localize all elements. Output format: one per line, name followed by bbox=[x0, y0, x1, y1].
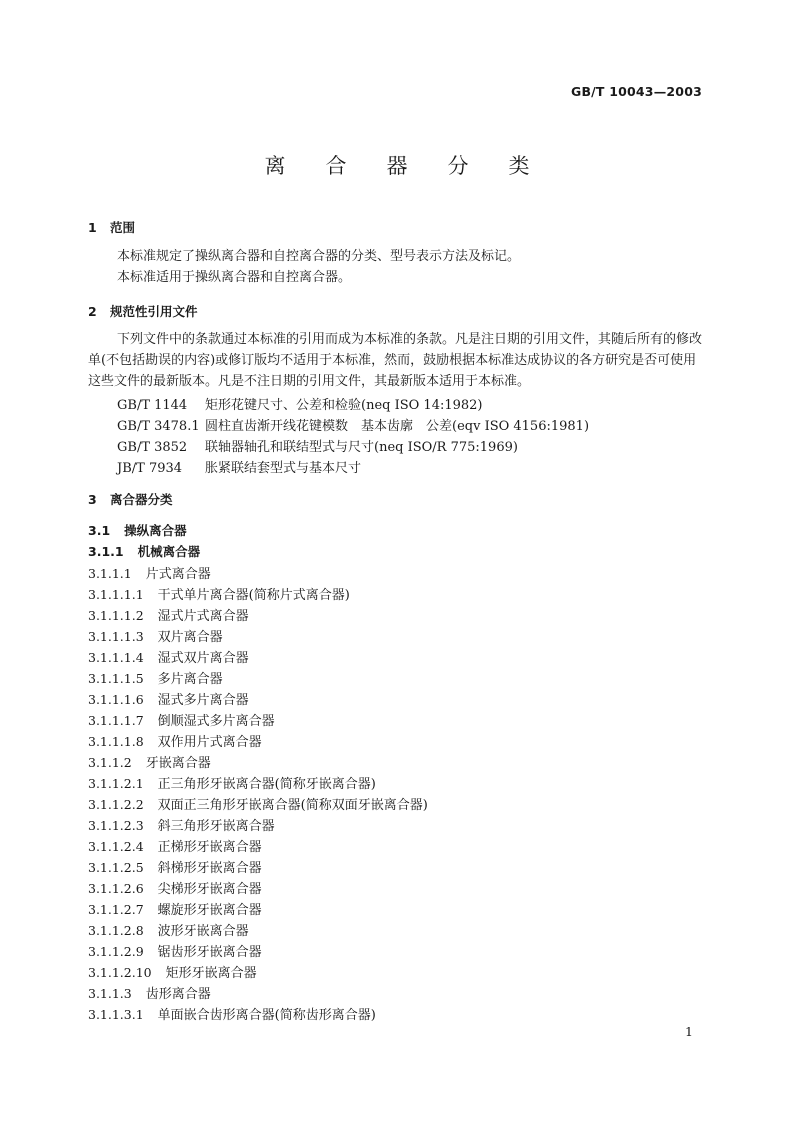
clause-item bbox=[88, 647, 249, 666]
section-title: 离合器分类 bbox=[110, 492, 173, 507]
normative-references-paragraph: 下列文件中的条款通过本标准的引用而成为本标准的条款。凡是注日期的引用文件，其随后所有的修改单(不包括勘误的内容)或修订版均不适用于本标准，然而，鼓励根据本标准达成协议的各方研究是否可使用这些文件的最新版本。凡是不注日期的引用文件，其最新版本适用于本标准。 bbox=[88, 332, 703, 389]
clause-item bbox=[88, 605, 249, 624]
clause-number: 3.1.1.1.2 bbox=[88, 608, 144, 623]
clause-number: 3.1.1.1.4 bbox=[88, 650, 144, 665]
clause-number: 3.1.1.2 bbox=[88, 755, 132, 770]
clause-item bbox=[88, 584, 350, 603]
document-title: 离合器分类 bbox=[264, 154, 570, 178]
clause-text: 牙嵌离合器 bbox=[145, 756, 211, 771]
clause-text: 双面正三角形牙嵌离合器(简称双面牙嵌离合器) bbox=[157, 798, 428, 813]
clause-item bbox=[88, 689, 249, 708]
clause-item bbox=[88, 563, 211, 582]
reference-title: 矩形花键尺寸、公差和检验(neq ISO 14:1982) bbox=[205, 398, 483, 413]
clause-text: 湿式多片离合器 bbox=[157, 693, 249, 708]
clause-text: 片式离合器 bbox=[145, 567, 211, 582]
section-number: 2 bbox=[88, 304, 97, 319]
clause-number: 3.1.1.2.6 bbox=[88, 881, 144, 896]
clause-text: 波形牙嵌离合器 bbox=[157, 924, 249, 939]
clause-number: 3.1.1.3.1 bbox=[88, 1007, 144, 1022]
clause-item bbox=[88, 773, 376, 792]
clause-number: 3.1.1.2.2 bbox=[88, 797, 144, 812]
clause-item bbox=[88, 752, 211, 771]
reference-item bbox=[117, 415, 589, 434]
clause-number: 3.1.1.2.7 bbox=[88, 902, 144, 917]
clause-text: 正三角形牙嵌离合器(简称牙嵌离合器) bbox=[157, 777, 376, 792]
clause-number: 3.1.1.2.3 bbox=[88, 818, 144, 833]
clause-text: 多片离合器 bbox=[157, 672, 223, 687]
clause-text: 锯齿形牙嵌离合器 bbox=[157, 945, 262, 960]
reference-title: 圆柱直齿渐开线花键模数 基本齿廓 公差(eqv ISO 4156:1981) bbox=[205, 419, 590, 434]
scope-paragraph-1: 本标准规定了操纵离合器和自控离合器的分类、型号表示方法及标记。 bbox=[117, 249, 521, 264]
clause-number: 3.1.1.1.7 bbox=[88, 713, 144, 728]
clause-item bbox=[88, 962, 257, 981]
section-number: 1 bbox=[88, 220, 97, 235]
clause-number: 3.1.1.1.3 bbox=[88, 629, 144, 644]
clause-text: 斜三角形牙嵌离合器 bbox=[157, 819, 275, 834]
clause-item bbox=[88, 941, 262, 960]
clause-number: 3.1.1.2.9 bbox=[88, 944, 144, 959]
reference-code: JB/T 7934 bbox=[117, 461, 183, 476]
clause-text: 倒顺湿式多片离合器 bbox=[157, 714, 275, 729]
clause-number: 3.1.1.3 bbox=[88, 986, 132, 1001]
section-3-heading bbox=[88, 490, 173, 508]
section-title: 范围 bbox=[110, 220, 136, 235]
clause-item bbox=[88, 878, 262, 897]
clause-text: 双作用片式离合器 bbox=[157, 735, 262, 750]
clause-text: 正梯形牙嵌离合器 bbox=[157, 840, 262, 855]
clause-item bbox=[88, 920, 249, 939]
page-number: 1 bbox=[685, 1024, 693, 1039]
clause-item bbox=[88, 542, 200, 560]
clause-item bbox=[88, 857, 262, 876]
clause-item bbox=[88, 710, 275, 729]
clause-number: 3.1.1.1.1 bbox=[88, 587, 144, 602]
reference-item bbox=[117, 394, 483, 413]
clause-item bbox=[88, 668, 223, 687]
clause-number: 3.1.1.2.10 bbox=[88, 965, 152, 980]
clause-item bbox=[88, 836, 262, 855]
clause-number: 3.1.1.2.5 bbox=[88, 860, 144, 875]
clause-item bbox=[88, 731, 262, 750]
clause-text: 斜梯形牙嵌离合器 bbox=[157, 861, 262, 876]
section-2-heading bbox=[88, 302, 198, 320]
standard-code: GB/T 10043—2003 bbox=[570, 84, 702, 99]
reference-code: GB/T 3852 bbox=[117, 440, 188, 455]
reference-title: 胀紧联结套型式与基本尺寸 bbox=[205, 461, 362, 476]
clause-text: 机械离合器 bbox=[137, 544, 201, 559]
clause-text: 双片离合器 bbox=[157, 630, 223, 645]
clause-text: 矩形牙嵌离合器 bbox=[165, 966, 257, 981]
clause-text: 尖梯形牙嵌离合器 bbox=[157, 882, 262, 897]
clause-text: 操纵离合器 bbox=[124, 523, 187, 538]
clause-number: 3.1 bbox=[88, 523, 111, 538]
section-1-heading bbox=[88, 218, 135, 236]
clause-item bbox=[88, 626, 223, 645]
scope-paragraph-2: 本标准适用于操纵离合器和自控离合器。 bbox=[117, 270, 352, 285]
reference-item bbox=[117, 436, 518, 455]
clause-number: 3.1.1.1.6 bbox=[88, 692, 144, 707]
section-title: 规范性引用文件 bbox=[110, 304, 198, 319]
clause-item bbox=[88, 983, 211, 1002]
clause-text: 干式单片离合器(简称片式离合器) bbox=[157, 588, 350, 603]
clause-text: 齿形离合器 bbox=[145, 987, 211, 1002]
clause-text: 单面嵌合齿形离合器(简称齿形离合器) bbox=[157, 1008, 376, 1023]
clause-number: 3.1.1.1 bbox=[88, 566, 132, 581]
clause-text: 湿式片式离合器 bbox=[157, 609, 249, 624]
section-number: 3 bbox=[88, 492, 97, 507]
clause-number: 3.1.1.2.1 bbox=[88, 776, 144, 791]
clause-item bbox=[88, 815, 275, 834]
reference-code: GB/T 1144 bbox=[117, 398, 188, 413]
clause-text: 螺旋形牙嵌离合器 bbox=[157, 903, 262, 918]
clause-number: 3.1.1.2.8 bbox=[88, 923, 144, 938]
clause-item bbox=[88, 794, 428, 813]
reference-item bbox=[117, 457, 361, 476]
clause-text: 湿式双片离合器 bbox=[157, 651, 249, 666]
clause-item bbox=[88, 899, 262, 918]
reference-code: GB/T 3478.1 bbox=[117, 419, 200, 434]
clause-item bbox=[88, 1004, 376, 1023]
reference-title: 联轴器轴孔和联结型式与尺寸(neq ISO/R 775:1969) bbox=[205, 440, 518, 455]
clause-number: 3.1.1.1.5 bbox=[88, 671, 144, 686]
clause-number: 3.1.1.1.8 bbox=[88, 734, 144, 749]
clause-number: 3.1.1 bbox=[88, 544, 124, 559]
clause-number: 3.1.1.2.4 bbox=[88, 839, 144, 854]
clause-item bbox=[88, 521, 187, 539]
